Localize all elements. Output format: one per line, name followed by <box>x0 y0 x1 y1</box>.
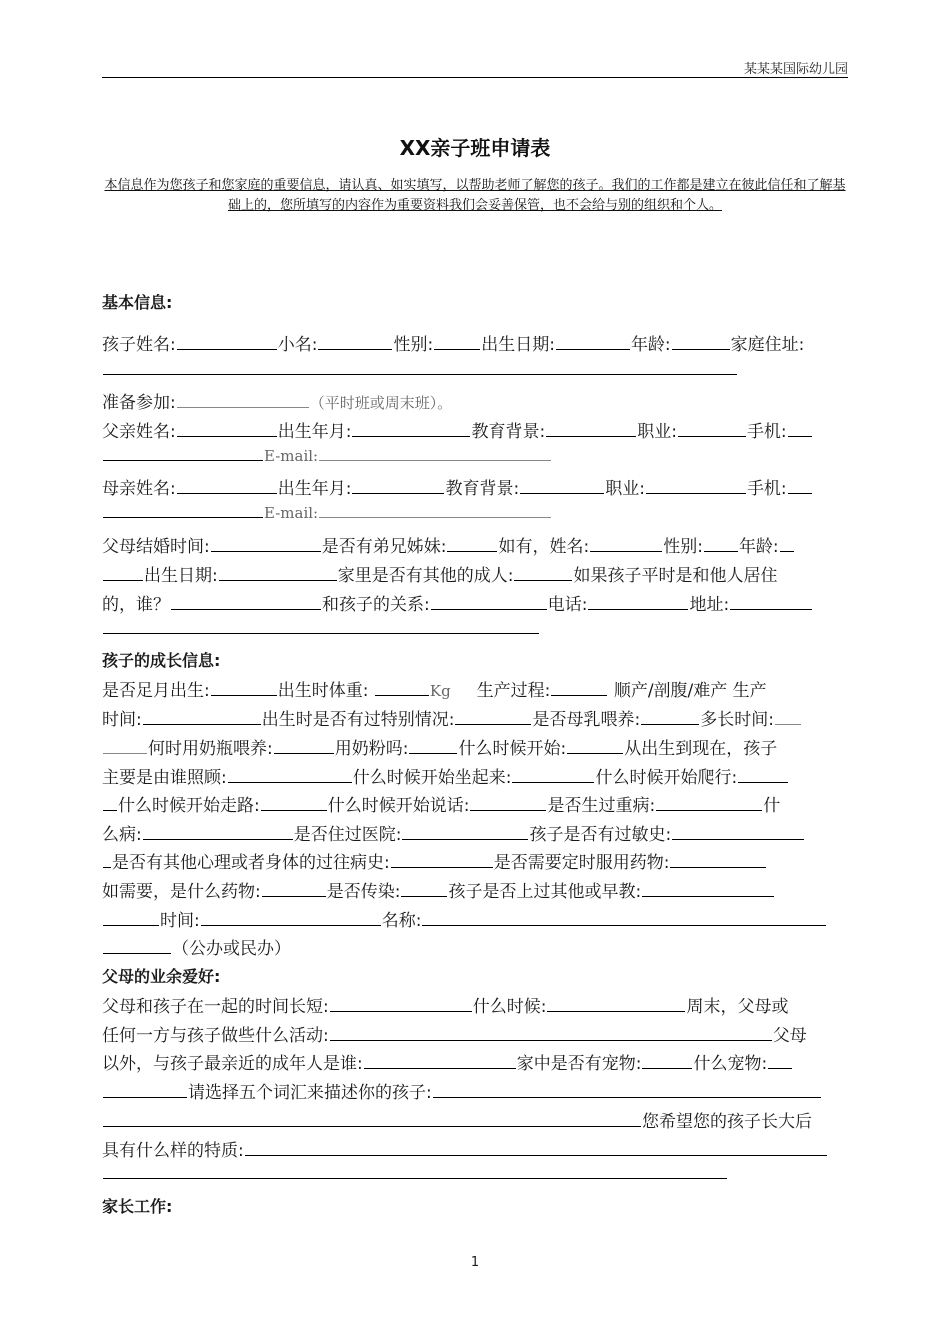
birth-weight-label: 出生时体重: <box>277 681 369 701</box>
what-pet-field-cont[interactable] <box>103 1096 187 1098</box>
birth-weight-field[interactable] <box>375 694 429 696</box>
pets-label: 家中是否有宠物: <box>516 1054 642 1074</box>
age-field[interactable] <box>672 348 730 350</box>
who-label: 的，谁？ <box>102 595 170 615</box>
father-email-label: E-mail: <box>264 447 319 465</box>
page-number: 1 <box>470 1255 480 1270</box>
hope-field-cont[interactable] <box>103 1177 727 1179</box>
mother-job-label: 职业: <box>605 479 645 499</box>
contagious-label: 是否传染: <box>326 882 401 902</box>
what-illness-label-a: 什 <box>763 796 781 816</box>
how-long-field-cont[interactable] <box>103 752 147 754</box>
birth-date-field[interactable] <box>556 348 630 350</box>
caregiver-label-a: 从出生到现在，孩子 <box>624 739 778 759</box>
form-row <box>102 417 813 442</box>
form-row <box>102 1136 828 1161</box>
mother-email-field[interactable] <box>319 516 551 518</box>
address-field[interactable] <box>103 373 737 375</box>
school-name-header: 某某某国际幼儿园 <box>743 62 848 77</box>
sibling-name-label: 如有，姓名: <box>498 537 590 557</box>
form-row <box>102 992 788 1017</box>
age-label: 年龄: <box>630 335 671 355</box>
gender-label: 性别: <box>393 335 434 355</box>
father-education-field[interactable] <box>546 435 636 437</box>
form-row <box>102 1164 728 1184</box>
father-mobile-label: 手机: <box>746 422 787 442</box>
hospital-label: 是否住过医院: <box>293 825 402 845</box>
caregiver-field[interactable] <box>228 781 352 783</box>
edu-name-field[interactable] <box>422 924 826 926</box>
when-start-label: 什么时候开始: <box>458 739 567 759</box>
nickname-label: 小名: <box>277 335 318 355</box>
early-edu-field-cont[interactable] <box>103 924 159 926</box>
parents-label: 父母 <box>772 1026 807 1046</box>
nickname-field[interactable] <box>318 348 392 350</box>
father-birth-label: 出生年月: <box>277 422 352 442</box>
addr2-field[interactable] <box>730 608 812 610</box>
form-row <box>102 619 540 639</box>
mother-birth-label: 出生年月: <box>277 479 352 499</box>
form-row <box>102 388 452 413</box>
phone-field[interactable] <box>588 608 688 610</box>
history-field[interactable] <box>391 866 493 868</box>
crawl-field[interactable] <box>738 781 788 783</box>
formula-label: 用奶粉吗: <box>334 739 409 759</box>
which-med-label: 如需要，是什么药物: <box>102 882 261 902</box>
time-together-label: 父母和孩子在一起的时间长短: <box>102 997 329 1017</box>
father-education-label: 教育背景: <box>471 422 546 442</box>
five-words-field[interactable] <box>433 1096 821 1098</box>
sibling-age-label: 年龄: <box>738 537 779 557</box>
attend-note: （平时班或周末班）。 <box>309 394 453 412</box>
father-job-label: 职业: <box>637 422 677 442</box>
edu-time-field[interactable] <box>201 924 381 926</box>
special-field[interactable] <box>455 723 531 725</box>
illness-field[interactable] <box>656 809 762 811</box>
full-term-label: 是否足月出生: <box>102 681 210 701</box>
form-row <box>102 446 552 466</box>
form-row <box>102 360 738 380</box>
child-name-field[interactable] <box>177 348 277 350</box>
mother-birth-field[interactable] <box>352 492 444 494</box>
header-divider <box>102 77 848 78</box>
closest-adult-field[interactable] <box>364 1067 516 1069</box>
form-row <box>102 474 813 499</box>
relation-field[interactable] <box>431 608 547 610</box>
other-adults-label: 家里是否有其他的成人: <box>337 566 514 586</box>
which-med-field[interactable] <box>262 895 326 897</box>
full-term-field[interactable] <box>211 694 277 696</box>
form-title: XX亲子班申请表 <box>399 136 551 160</box>
attend-field[interactable] <box>177 406 309 408</box>
form-row <box>102 1049 793 1074</box>
form-row <box>102 791 780 816</box>
form-row <box>102 676 767 701</box>
sit-field[interactable] <box>512 781 594 783</box>
mother-job-field[interactable] <box>646 492 746 494</box>
when-field[interactable] <box>547 1010 685 1012</box>
father-email-field[interactable] <box>319 459 551 461</box>
form-row <box>102 734 777 759</box>
section-growth-info: 孩子的成长信息: <box>102 651 221 670</box>
form-row <box>102 848 767 873</box>
medication-field[interactable] <box>670 866 766 868</box>
what-pet-field[interactable] <box>768 1067 792 1069</box>
form-row <box>102 532 795 557</box>
early-edu-label: 孩子是否上过其他或早教: <box>448 882 642 902</box>
sibling-name-field[interactable] <box>590 550 662 552</box>
walk-label: 什么时候开始走路: <box>118 796 260 816</box>
father-mobile-field[interactable] <box>788 435 812 437</box>
birth-date-label: 出生日期: <box>481 335 555 355</box>
what-illness-field[interactable] <box>143 838 293 840</box>
walk-field[interactable] <box>261 809 327 811</box>
activities-field[interactable] <box>330 1039 772 1041</box>
pets-field[interactable] <box>642 1067 692 1069</box>
hope-label-b: 具有什么样的特质: <box>102 1141 244 1161</box>
who-field[interactable] <box>171 608 321 610</box>
father-mobile-field-cont[interactable] <box>103 459 263 461</box>
five-words-field-cont[interactable] <box>103 1125 641 1127</box>
mother-education-label: 教育背景: <box>445 479 520 499</box>
edu-name-field-cont[interactable] <box>103 952 171 954</box>
edu-time-label: 时间: <box>160 911 200 931</box>
hospital-field[interactable] <box>402 838 528 840</box>
hope-field[interactable] <box>245 1154 827 1156</box>
sibling-birth-label: 出生日期: <box>144 566 218 586</box>
siblings-field[interactable] <box>447 550 497 552</box>
phone-label: 电话: <box>547 595 588 615</box>
history-label: 是否有其他心理或者身体的过往病史: <box>112 853 390 873</box>
form-row <box>102 934 291 959</box>
father-name-label: 父亲姓名: <box>102 422 176 442</box>
early-edu-field[interactable] <box>642 895 774 897</box>
talk-label: 什么时候开始说话: <box>327 796 470 816</box>
what-illness-label-b: 么病: <box>102 825 142 845</box>
how-long-label: 多长时间: <box>700 710 774 730</box>
allergy-field-cont[interactable] <box>103 866 111 868</box>
other-adults-field[interactable] <box>514 579 572 581</box>
live-with-label: 如果孩子平时是和他人居住 <box>573 566 778 586</box>
weekend-label: 周末，父母或 <box>686 997 789 1017</box>
form-row <box>102 330 804 355</box>
breastfed-label: 是否母乳喂养: <box>532 710 641 730</box>
mother-mobile-field[interactable] <box>788 492 812 494</box>
mother-mobile-label: 手机: <box>746 479 787 499</box>
section-parent-work: 家长工作: <box>102 1197 173 1216</box>
addr2-field-cont[interactable] <box>103 632 539 634</box>
sibling-gender-label: 性别: <box>663 537 703 557</box>
marriage-field[interactable] <box>211 550 321 552</box>
bottle-label: 何时用奶瓶喂养: <box>148 739 273 759</box>
section-hobbies: 父母的业余爱好: <box>102 967 221 986</box>
marriage-label: 父母结婚时间: <box>102 537 210 557</box>
attend-label: 准备参加: <box>102 393 176 413</box>
delivery-label: 生产过程: <box>476 681 551 701</box>
mother-email-label: E-mail: <box>264 504 319 522</box>
five-words-label: 请选择五个词汇来描述你的孩子: <box>188 1083 432 1103</box>
delivery-options: 顺产/剖腹/难产 生产 <box>613 681 767 701</box>
form-row <box>102 906 827 931</box>
hope-label-a: 您希望您的孩子长大后 <box>642 1112 812 1132</box>
talk-field[interactable] <box>470 809 546 811</box>
father-job-field[interactable] <box>678 435 746 437</box>
sibling-birth-field[interactable] <box>219 579 337 581</box>
contagious-field[interactable] <box>401 895 447 897</box>
mother-education-field[interactable] <box>520 492 604 494</box>
form-row <box>102 590 813 615</box>
gender-field[interactable] <box>434 348 480 350</box>
form-row <box>102 877 775 902</box>
when-start-field[interactable] <box>567 752 623 754</box>
sit-label: 什么时候开始坐起来: <box>352 768 512 788</box>
mother-name-field[interactable] <box>177 492 277 494</box>
mother-mobile-field-cont[interactable] <box>103 516 263 518</box>
edu-name-label: 名称: <box>381 911 422 931</box>
delivery-time-field[interactable] <box>143 723 261 725</box>
mother-name-label: 母亲姓名: <box>102 479 176 499</box>
form-row <box>102 820 805 845</box>
address-label: 家庭住址: <box>730 335 805 355</box>
sibling-age-field-cont[interactable] <box>103 579 143 581</box>
medication-label: 是否需要定时服用药物: <box>493 853 670 873</box>
caregiver-label-b: 主要是由谁照顾: <box>102 768 227 788</box>
what-pet-label: 什么宠物: <box>693 1054 768 1074</box>
allergy-label: 孩子是否有过敏史: <box>529 825 672 845</box>
relation-label: 和孩子的关系: <box>322 595 430 615</box>
form-row <box>102 705 802 730</box>
sibling-gender-field[interactable] <box>704 550 738 552</box>
father-birth-field[interactable] <box>352 435 470 437</box>
father-name-field[interactable] <box>177 435 277 437</box>
crawl-label: 什么时候开始爬行: <box>595 768 738 788</box>
allergy-field[interactable] <box>672 838 804 840</box>
public-private-note: （公办或民办） <box>172 939 291 959</box>
sibling-age-field[interactable] <box>780 550 794 552</box>
child-name-label: 孩子姓名: <box>102 335 176 355</box>
delivery-field[interactable] <box>551 694 607 696</box>
breastfed-field[interactable] <box>641 723 699 725</box>
time-together-field[interactable] <box>330 1010 472 1012</box>
when-label: 什么时候: <box>472 997 547 1017</box>
form-row <box>102 1107 812 1132</box>
activities-label: 任何一方与孩子做些什么活动: <box>102 1026 329 1046</box>
closest-adult-label: 以外，与孩子最亲近的成年人是谁: <box>102 1054 363 1074</box>
form-row <box>102 1078 822 1103</box>
formula-field[interactable] <box>409 752 457 754</box>
section-basic-info: 基本信息: <box>102 293 173 312</box>
form-row <box>102 503 552 523</box>
special-label: 出生时是否有过特别情况: <box>261 710 455 730</box>
addr2-label: 地址: <box>689 595 730 615</box>
form-row <box>102 1021 807 1046</box>
bottle-field[interactable] <box>274 752 334 754</box>
intro-paragraph: 本信息作为您孩子和您家庭的重要信息，请认真、如实填写，以帮助老师了解您的孩子。我们的工作都是建立在彼此信任和了解基础上的，您所填写的内容作为重要资料我们会妥善保管，也不会给与别的组织和个人。 <box>104 178 846 213</box>
form-row <box>102 763 789 788</box>
delivery-time-label: 时间: <box>102 710 142 730</box>
crawl-field-cont[interactable] <box>103 809 117 811</box>
how-long-field[interactable] <box>775 723 801 725</box>
illness-label: 是否生过重病: <box>547 796 656 816</box>
form-row <box>102 561 777 586</box>
siblings-label: 是否有弟兄姊妹: <box>321 537 447 557</box>
kg-unit: Kg <box>429 682 451 700</box>
